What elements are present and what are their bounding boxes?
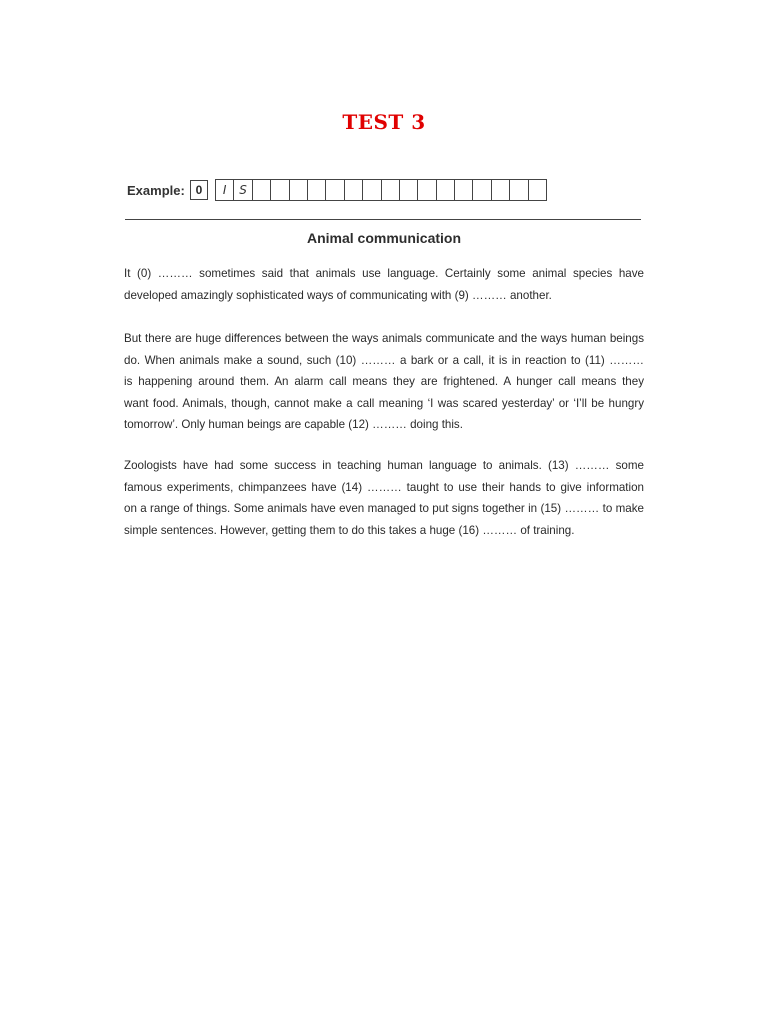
paragraph-line: simple sentences. However, getting them to do this takes a huge (16) ……… of training. <box>124 523 575 537</box>
paragraph-line: is happening around them. An alarm call means they are frightened. A hunger call means they <box>124 375 644 388</box>
answer-box: S <box>234 179 252 201</box>
paragraph-line: famous experiments, chimpanzees have (14) ……… taught to use their hands to give information <box>124 480 644 494</box>
paragraph-line: developed amazingly sophisticated ways of communicating with (9) ……… another. <box>124 288 552 302</box>
example-number-box: 0 <box>190 180 208 200</box>
answer-box <box>400 179 418 201</box>
paragraph-line: But there are huge differences between the ways animals communicate and the ways human beings <box>124 332 644 345</box>
answer-box <box>308 179 326 201</box>
answer-box <box>290 179 308 201</box>
example-row <box>127 178 547 202</box>
answer-box <box>418 179 436 201</box>
example-label: Example: <box>127 182 185 198</box>
section-title: Animal communication <box>306 230 462 246</box>
paragraph-1 <box>124 263 644 306</box>
answer-box <box>253 179 271 201</box>
answer-box <box>455 179 473 201</box>
divider-rule <box>125 219 641 220</box>
paragraph-2 <box>124 328 644 436</box>
paragraph-line: want food. Animals, though, cannot make a call meaning ‘I was scared yesterday’ or ‘I’ll be hungry <box>124 396 644 410</box>
answer-box <box>529 179 547 201</box>
paragraph-3 <box>124 455 644 541</box>
answer-box <box>326 179 344 201</box>
answer-box <box>345 179 363 201</box>
answer-box <box>363 179 381 201</box>
answer-box <box>473 179 491 201</box>
test-title: TEST 3 <box>342 110 426 134</box>
answer-box: I <box>216 179 234 201</box>
paragraph-line: It (0) ……… sometimes said that animals use language. Certainly some animal species have <box>124 267 644 280</box>
answer-boxes <box>215 179 547 201</box>
answer-box <box>271 179 289 201</box>
paragraph-line: tomorrow’. Only human beings are capable (12) ……… doing this. <box>124 418 463 431</box>
answer-box <box>437 179 455 201</box>
paragraph-line: on a range of things. Some animals have even managed to put signs together in (15) ……… to make <box>124 502 644 515</box>
paragraph-line: Zoologists have had some success in teaching human language to animals. (13) ……… some <box>124 459 644 472</box>
paragraph-line: do. When animals make a sound, such (10) ……… a bark or a call, it is in reaction to (11) ……… <box>124 353 644 367</box>
answer-box <box>510 179 528 201</box>
answer-box <box>492 179 510 201</box>
answer-box <box>382 179 400 201</box>
